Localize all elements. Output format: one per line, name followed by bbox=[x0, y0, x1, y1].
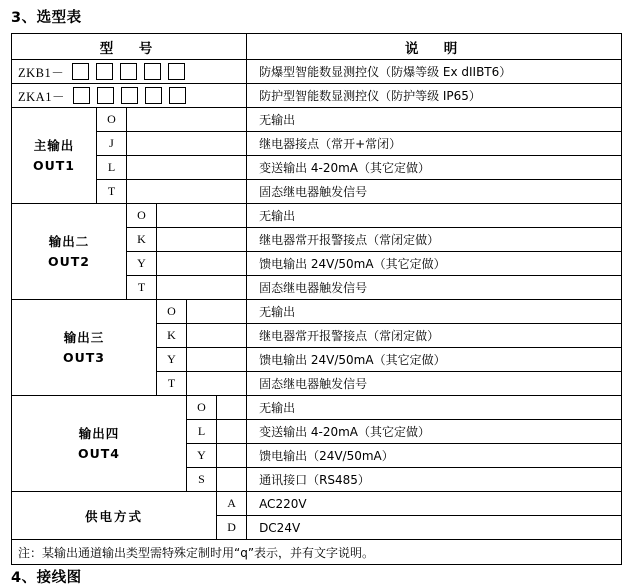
option-description: 无输出 bbox=[247, 204, 622, 228]
model-description: 防护型智能数显测控仪（防护等级 IP65） bbox=[247, 84, 622, 108]
spacer-cell bbox=[157, 276, 247, 300]
option-code: O bbox=[157, 300, 187, 324]
model-box bbox=[73, 87, 90, 104]
table-row bbox=[12, 132, 622, 156]
model-box bbox=[120, 63, 137, 80]
option-description: 馈电输出（24V/50mA） bbox=[247, 444, 622, 468]
option-description: 固态继电器触发信号 bbox=[247, 372, 622, 396]
option-description: 变送输出 4-20mA（其它定做） bbox=[247, 156, 622, 180]
model-prefix: ZKA1－ bbox=[18, 89, 65, 104]
option-code: K bbox=[157, 324, 187, 348]
header-description: 说 明 bbox=[247, 34, 622, 60]
option-code: Y bbox=[187, 444, 217, 468]
spacer-cell bbox=[127, 180, 247, 204]
option-code: T bbox=[127, 276, 157, 300]
option-code: T bbox=[157, 372, 187, 396]
table-row bbox=[12, 156, 622, 180]
spacer-cell bbox=[187, 300, 247, 324]
table-row bbox=[12, 180, 622, 204]
option-description: DC24V bbox=[247, 516, 622, 540]
option-code: T bbox=[97, 180, 127, 204]
spacer-cell bbox=[217, 444, 247, 468]
table-row bbox=[12, 300, 622, 324]
model-code-zka1 bbox=[12, 84, 247, 108]
spacer-cell bbox=[187, 324, 247, 348]
option-code: S bbox=[187, 468, 217, 492]
spacer-cell bbox=[157, 204, 247, 228]
option-description: 继电器常开报警接点（常闭定做） bbox=[247, 228, 622, 252]
model-box bbox=[144, 63, 161, 80]
spacer-cell bbox=[187, 372, 247, 396]
table-row bbox=[12, 396, 622, 420]
option-description: 继电器接点（常开+常闭） bbox=[247, 132, 622, 156]
table-row bbox=[12, 204, 622, 228]
model-box bbox=[72, 63, 89, 80]
spacer-cell bbox=[127, 108, 247, 132]
option-description: 固态继电器触发信号 bbox=[247, 180, 622, 204]
model-code-zkb1 bbox=[12, 60, 247, 84]
model-box bbox=[121, 87, 138, 104]
selection-table bbox=[11, 33, 622, 565]
model-boxes bbox=[72, 63, 185, 80]
option-code: L bbox=[97, 156, 127, 180]
option-code: Y bbox=[157, 348, 187, 372]
spacer-cell bbox=[217, 468, 247, 492]
option-description: 无输出 bbox=[247, 396, 622, 420]
option-code: D bbox=[217, 516, 247, 540]
option-description: AC220V bbox=[247, 492, 622, 516]
option-description: 馈电输出 24V/50mA（其它定做） bbox=[247, 252, 622, 276]
model-box bbox=[145, 87, 162, 104]
model-boxes bbox=[73, 87, 186, 104]
model-box bbox=[169, 87, 186, 104]
option-description: 无输出 bbox=[247, 300, 622, 324]
option-code: O bbox=[187, 396, 217, 420]
spacer-cell bbox=[127, 156, 247, 180]
group-label-out4: 输出四 OUT4 bbox=[12, 396, 187, 492]
spacer-cell bbox=[157, 252, 247, 276]
option-code: O bbox=[97, 108, 127, 132]
page-title-selection-table: 3、选型表 bbox=[11, 10, 82, 26]
group-label-out3: 输出三 OUT3 bbox=[12, 300, 157, 396]
option-code: J bbox=[97, 132, 127, 156]
table-row bbox=[12, 84, 622, 108]
option-description: 继电器常开报警接点（常闭定做） bbox=[247, 324, 622, 348]
model-box bbox=[96, 63, 113, 80]
option-code: A bbox=[217, 492, 247, 516]
option-description: 通讯接口（RS485） bbox=[247, 468, 622, 492]
spacer-cell bbox=[127, 132, 247, 156]
model-box bbox=[168, 63, 185, 80]
table-row bbox=[12, 60, 622, 84]
spacer-cell bbox=[217, 396, 247, 420]
table-row bbox=[12, 108, 622, 132]
model-box bbox=[97, 87, 114, 104]
spacer-cell bbox=[217, 420, 247, 444]
group-label-power-supply: 供电方式 bbox=[12, 492, 217, 540]
option-code: O bbox=[127, 204, 157, 228]
option-description: 无输出 bbox=[247, 108, 622, 132]
model-prefix: ZKB1－ bbox=[18, 65, 65, 80]
option-code: K bbox=[127, 228, 157, 252]
table-header-row bbox=[12, 34, 622, 60]
option-description: 变送输出 4-20mA（其它定做） bbox=[247, 420, 622, 444]
page-title-wiring-diagram: 4、接线图 bbox=[11, 570, 82, 586]
table-row bbox=[12, 492, 622, 516]
option-code: Y bbox=[127, 252, 157, 276]
header-model: 型 号 bbox=[12, 34, 247, 60]
table-note-row bbox=[12, 540, 622, 565]
group-label-out1: 主输出 OUT1 bbox=[12, 108, 97, 204]
table-note: 注：某输出通道输出类型需特殊定制时用“q”表示，并有文字说明。 bbox=[12, 540, 622, 565]
spacer-cell bbox=[187, 348, 247, 372]
option-description: 固态继电器触发信号 bbox=[247, 276, 622, 300]
model-description: 防爆型智能数显测控仪（防爆等级 Ex dIIBT6） bbox=[247, 60, 622, 84]
option-description: 馈电输出 24V/50mA（其它定做） bbox=[247, 348, 622, 372]
group-label-out2: 输出二 OUT2 bbox=[12, 204, 127, 300]
option-code: L bbox=[187, 420, 217, 444]
spacer-cell bbox=[157, 228, 247, 252]
